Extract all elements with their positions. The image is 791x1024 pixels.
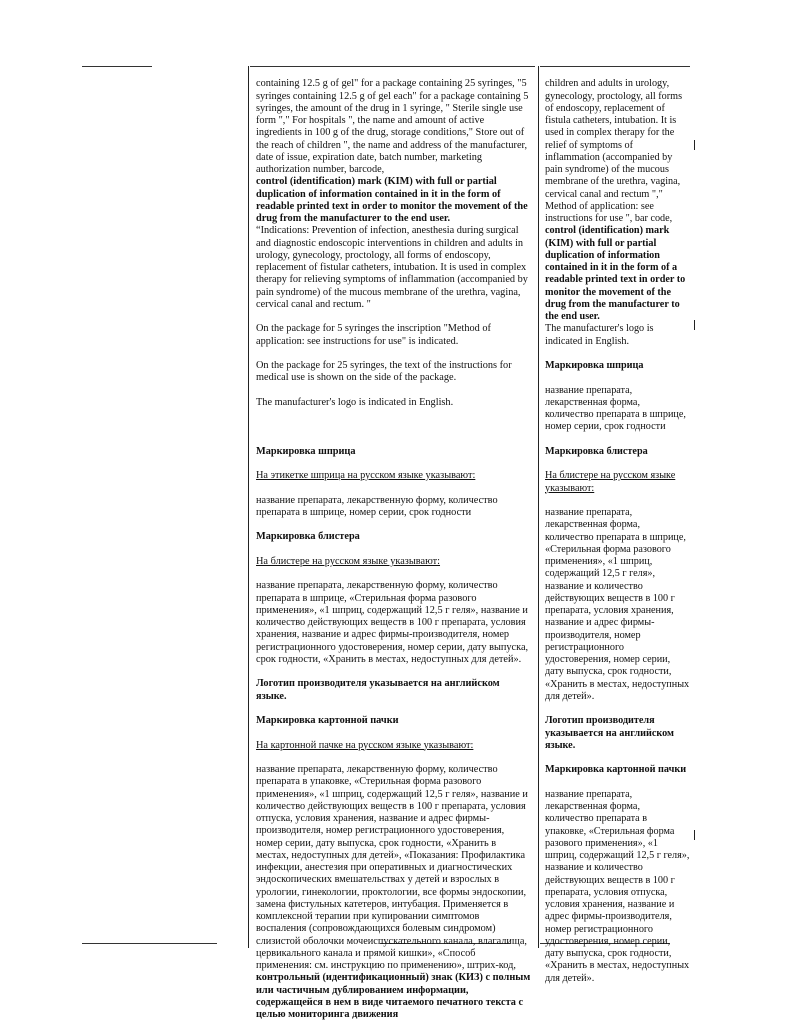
- blister-heading: Маркировка блистера: [256, 531, 360, 543]
- kim-bold-text: control (identification) mark (KIM) with full or partial duplication of information contained in it in the form of readable printed text in order to monitor the movement of the drug from the manufacturer to the end user.: [256, 176, 528, 224]
- blister-text: название препарата, лекарственную форму, количество препарата в шприце, «Стерильная форма разового применения», «1 шприц, содержащий 12,5 г геля», название и количество действующих веществ в 100 г препарата, условия хранения, название и адрес фирмы-производителя, номер регистрационного удостоверения, номер серии, дату выпуска, срок годности, «Хранить в местах, недоступных для детей».: [256, 580, 529, 665]
- blister-label: На блистере на русском языке указывают:: [256, 555, 441, 567]
- blister-text-right: название препарата, лекарственная форма, количество препарата в шприце, «Стерильная форма разового применения», «1 шприц, содержащий 12,5 г геля», название и количество действующих веществ в 100 г препарата, условия хранения, название и адрес фирмы-производителя, номер регистрационного удостоверения, номер серии, дату выпуска, срок годности, «Хранить в местах, недоступных для детей».: [545, 507, 690, 702]
- column-divider-right: [538, 66, 539, 948]
- carton-kiz-bold: контрольный (идентификационный) знак (КИЗ) с полным или частичным дублированием информации, содержащейся в нем в виде читаемого печатного текста с целью мониторинга движения: [256, 972, 531, 1020]
- syringe-heading-right: Маркировка шприца: [545, 360, 644, 371]
- logo-text-right: The manufacturer's logo is indicated in English.: [545, 323, 654, 347]
- english-text: containing 12.5 g of gel" for a package containing 25 syringes, "5 syringes containing 12.5 g of gel each" for a package containing 5 syringes, the amount of the drug in 1 syringe, " Sterile single use form "," For hospitals ", the name and amount of active ingredients in 100 g of the drug, storage conditions," Store out of the reach of children ", the name and address of the manufacturer, date of issue, expiration date, batch number, marketing authorization number, barcode,: [256, 78, 529, 175]
- syringe-text-right: название препарата, лекарственная форма, количество препарата в шприце, номер серии, срок годности: [545, 384, 686, 433]
- package-25-text: On the package for 25 syringes, the text of the instructions for medical use is shown on the side of the package.: [256, 360, 512, 384]
- blister-label-right: На блистере на русском языке указывают:: [545, 470, 676, 494]
- syringe-text: название препарата, лекарственную форму, количество препарата в шприце, номер серии, срок годности: [256, 494, 498, 518]
- carton-text: название препарата, лекарственную форму, количество препарата в упаковке, «Стерильная форма разового применения», «1 шприц, содержащий 12,5 г геля», название и количество действующих веществ в 100 г препарата, условия отпуска, условия хранения, название и адрес фирмы-производителя, номер регистрационного удостоверения, номер серии, дату выпуска, срок годности, «Хранить в местах, недоступных для детей», «Показания: Профилактика инфекции, анестезия при оперативных и диагностических эндоскопических вмешательствах у детей и взрослых в урологии, гинекологии, проктологии, все формы эндоскопии, замена фистульных катетеров, интубация. Применяется в комплексной терапии при купировании симптомов воспаления (сопровождающихся болевым синдромом) слизистой оболочки мочеиспускательного канала, влагалища, цервикального канала и прямой кишки», «Способ применения: см. инструкцию по применению», штрих-код,: [256, 764, 528, 971]
- english-text-right: children and adults in urology, gynecology, proctology, all forms of endoscopy, replacement of fistula catheters, intubation. It is used in complex therapy for the relief of symptoms of inflammation (accompanied by pain syndrome) of the mucous membrane of the urethra, vagina, cervical canal and rectum "," Method of application: see instructions for use ", bar code,: [545, 78, 683, 224]
- column-divider-left: [248, 66, 249, 948]
- logo-text: The manufacturer's logo is indicated in English.: [256, 396, 454, 408]
- carton-label: На картонной пачке на русском языке указывают:: [256, 739, 474, 751]
- table-rule-top-left: [82, 66, 152, 67]
- carton-text-right: название препарата, лекарственная форма, количество препарата в упаковке, «Стерильная форма разового применения», «1 шприц, содержащий 12,5 г геля», название и количество действующих веществ в 100 г препарата, условия отпуска, условия хранения, название и адрес фирмы-производителя, номер регистрационного удостоверения, номер серии, дату выпуска, срок годности, «Хранить в местах, недоступных для детей».: [545, 788, 690, 984]
- column-divider-far-right-2: [694, 320, 695, 330]
- right-column: [545, 66, 690, 984]
- carton-heading: Маркировка картонной пачки: [256, 715, 399, 726]
- column-divider-far-right: [694, 140, 695, 150]
- indications-text: “Indications: Prevention of infection, anesthesia during surgical and diagnostic endoscopic interventions in children and adults in urology, gynecology, proctology, all forms of endoscopy, replacement of fistular catheters, intubation. It is used in complex therapy for relieving symptoms of inflammation (accompanied by pain syndrome) of the mucous membrane of the urethra, vagina, cervical canal and rectum. ": [256, 225, 528, 310]
- kim-bold-text-right: control (identification) mark (KIM) with full or partial duplication of information contained in it in the form of a readable printed text in order to monitor the movement of the drug from the manufacturer to the end user.: [545, 225, 686, 322]
- syringe-heading: Маркировка шприца: [256, 445, 356, 457]
- table-rule-bottom-left: [82, 943, 217, 944]
- carton-heading-right: Маркировка картонной пачки: [545, 764, 687, 776]
- syringe-label: На этикетке шприца на русском языке указывают:: [256, 470, 476, 481]
- middle-column: [256, 66, 531, 1020]
- blister-heading-right: Маркировка блистера: [545, 445, 648, 457]
- column-divider-far-right-3: [694, 830, 695, 840]
- blister-logo-text: Логотип производителя указывается на английском языке.: [256, 678, 500, 702]
- package-5-text: On the package for 5 syringes the inscription "Method of application: see instructions for use" is indicated.: [256, 323, 491, 347]
- blister-logo-right: Логотип производителя указывается на английском языке.: [545, 715, 674, 751]
